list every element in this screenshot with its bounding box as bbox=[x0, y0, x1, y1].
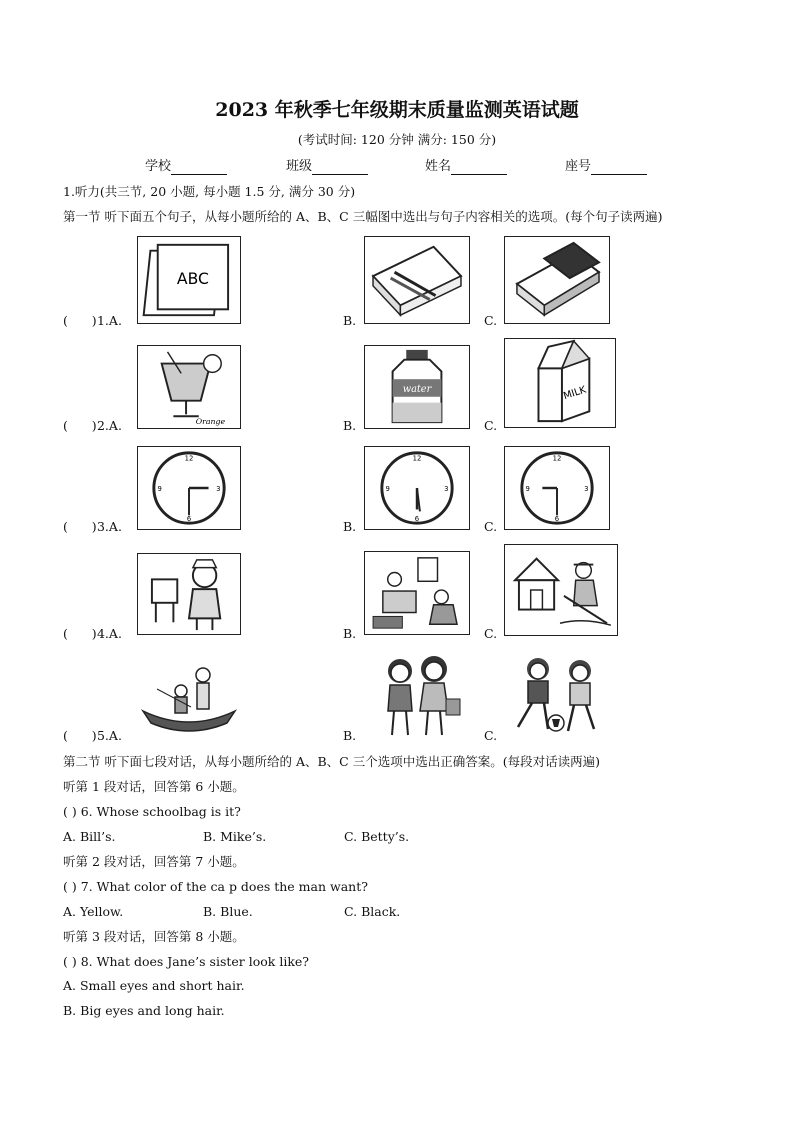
svg-text:9: 9 bbox=[157, 484, 162, 493]
svg-text:12: 12 bbox=[412, 454, 422, 463]
name-label: 姓名 bbox=[425, 159, 452, 174]
q8-option-a[interactable]: A. Small eyes and short hair. bbox=[63, 978, 245, 993]
q2-option-b: B. bbox=[343, 418, 357, 433]
q4-number bbox=[63, 626, 122, 641]
bottle-label: water bbox=[402, 383, 432, 395]
q5-number bbox=[63, 728, 122, 743]
q6-option-a[interactable]: A. Bill’s. bbox=[63, 829, 116, 844]
school-blank[interactable] bbox=[171, 161, 227, 175]
q2-option-c: C. bbox=[484, 418, 498, 433]
boating-icon bbox=[137, 659, 241, 739]
question-8: ( ) 8. What does Jane’s sister look like? bbox=[63, 954, 309, 969]
q5-option-a: 5.A. bbox=[96, 728, 122, 743]
svg-text:3: 3 bbox=[584, 484, 589, 493]
q1-answer-blank[interactable]: ( ) bbox=[63, 313, 97, 328]
svg-text:3: 3 bbox=[444, 484, 449, 493]
carton-label: MILK bbox=[562, 384, 588, 403]
nurse-icon bbox=[137, 553, 241, 635]
section1-instructions: 第一节 听下面五个句子，从每小题所给的 A、B、C 三幅图中选出与句子内容相关的选项。(每个句子读两遍) bbox=[63, 209, 663, 224]
q2-number bbox=[63, 418, 122, 433]
clock-icon-b bbox=[364, 446, 470, 530]
q1-number bbox=[63, 313, 122, 328]
q5-option-b: B. bbox=[343, 728, 357, 743]
question-6: ( ) 6. Whose schoolbag is it? bbox=[63, 804, 241, 819]
juice-label: Orange bbox=[195, 417, 226, 427]
q7-option-c[interactable]: C. Black. bbox=[344, 904, 401, 919]
shopping-icon bbox=[364, 651, 470, 739]
q6-option-b[interactable]: B. Mike’s. bbox=[203, 829, 267, 844]
q2-option-a: 2.A. bbox=[96, 418, 122, 433]
q3-option-a: 3.A. bbox=[96, 519, 122, 534]
q4-option-a: 4.A. bbox=[96, 626, 122, 641]
pencil-box-icon bbox=[364, 236, 470, 324]
water-bottle-icon bbox=[364, 345, 470, 429]
worker-icon bbox=[364, 551, 470, 635]
school-label: 学校 bbox=[145, 159, 172, 174]
class-label: 班级 bbox=[286, 159, 313, 174]
q5-answer-blank[interactable]: ( ) bbox=[63, 728, 97, 743]
q1-option-a: 1.A. bbox=[96, 313, 122, 328]
q3-option-c: C. bbox=[484, 519, 498, 534]
q8-option-b[interactable]: B. Big eyes and long hair. bbox=[63, 1003, 225, 1018]
svg-text:9: 9 bbox=[385, 484, 390, 493]
seat-blank[interactable] bbox=[591, 161, 647, 175]
svg-text:6: 6 bbox=[414, 515, 420, 524]
page-title: 2023 年秋季七年级期末质量监测英语试题 bbox=[215, 99, 579, 121]
school-field[interactable] bbox=[145, 159, 227, 175]
svg-text:6: 6 bbox=[186, 515, 192, 524]
question-7: ( ) 7. What color of the ca p does the man want? bbox=[63, 879, 368, 894]
milk-carton-icon bbox=[504, 338, 616, 428]
q4-option-b: B. bbox=[343, 626, 357, 641]
seat-field[interactable] bbox=[565, 159, 647, 175]
svg-text:6: 6 bbox=[554, 515, 560, 524]
soccer-icon bbox=[504, 651, 610, 739]
q3-option-b: B. bbox=[343, 519, 357, 534]
dialogue-intro: 听第 2 段对话，回答第 7 小题。 bbox=[63, 854, 245, 869]
dialogue-intro: 听第 3 段对话，回答第 8 小题。 bbox=[63, 929, 245, 944]
class-blank[interactable] bbox=[312, 161, 368, 175]
q7-option-a[interactable]: A. Yellow. bbox=[63, 904, 124, 919]
clock-icon-c bbox=[504, 446, 610, 530]
q4-answer-blank[interactable]: ( ) bbox=[63, 626, 97, 641]
q2-answer-blank[interactable]: ( ) bbox=[63, 418, 97, 433]
name-field[interactable] bbox=[425, 159, 507, 175]
q4-option-c: C. bbox=[484, 626, 498, 641]
q7-option-b[interactable]: B. Blue. bbox=[203, 904, 253, 919]
class-field[interactable] bbox=[286, 159, 368, 175]
dialogue-intro: 听第 1 段对话，回答第 6 小题。 bbox=[63, 779, 245, 794]
abc-book-icon bbox=[137, 236, 241, 324]
clock-icon-a bbox=[137, 446, 241, 530]
book-text: ABC bbox=[176, 268, 209, 288]
q5-option-c: C. bbox=[484, 728, 498, 743]
farmer-icon bbox=[504, 544, 618, 636]
svg-text:12: 12 bbox=[184, 454, 194, 463]
section2-instructions: 第二节 听下面七段对话，从每小题所给的 A、B、C 三个选项中选出正确答案。(每段对话读两遍) bbox=[63, 754, 600, 769]
svg-text:9: 9 bbox=[525, 484, 530, 493]
q1-option-c: C. bbox=[484, 313, 498, 328]
q1-option-b: B. bbox=[343, 313, 357, 328]
eraser-icon bbox=[504, 236, 610, 324]
exam-info: (考试时间: 120 分钟 满分: 150 分) bbox=[297, 132, 497, 147]
q3-number bbox=[63, 519, 122, 534]
svg-text:12: 12 bbox=[552, 454, 562, 463]
seat-label: 座号 bbox=[565, 159, 592, 174]
svg-text:3: 3 bbox=[216, 484, 221, 493]
orange-juice-icon bbox=[137, 345, 241, 429]
q3-answer-blank[interactable]: ( ) bbox=[63, 519, 97, 534]
q6-option-c[interactable]: C. Betty’s. bbox=[344, 829, 410, 844]
name-blank[interactable] bbox=[451, 161, 507, 175]
part1-heading: 1.听力(共三节, 20 小题, 每小题 1.5 分, 满分 30 分) bbox=[63, 184, 356, 199]
